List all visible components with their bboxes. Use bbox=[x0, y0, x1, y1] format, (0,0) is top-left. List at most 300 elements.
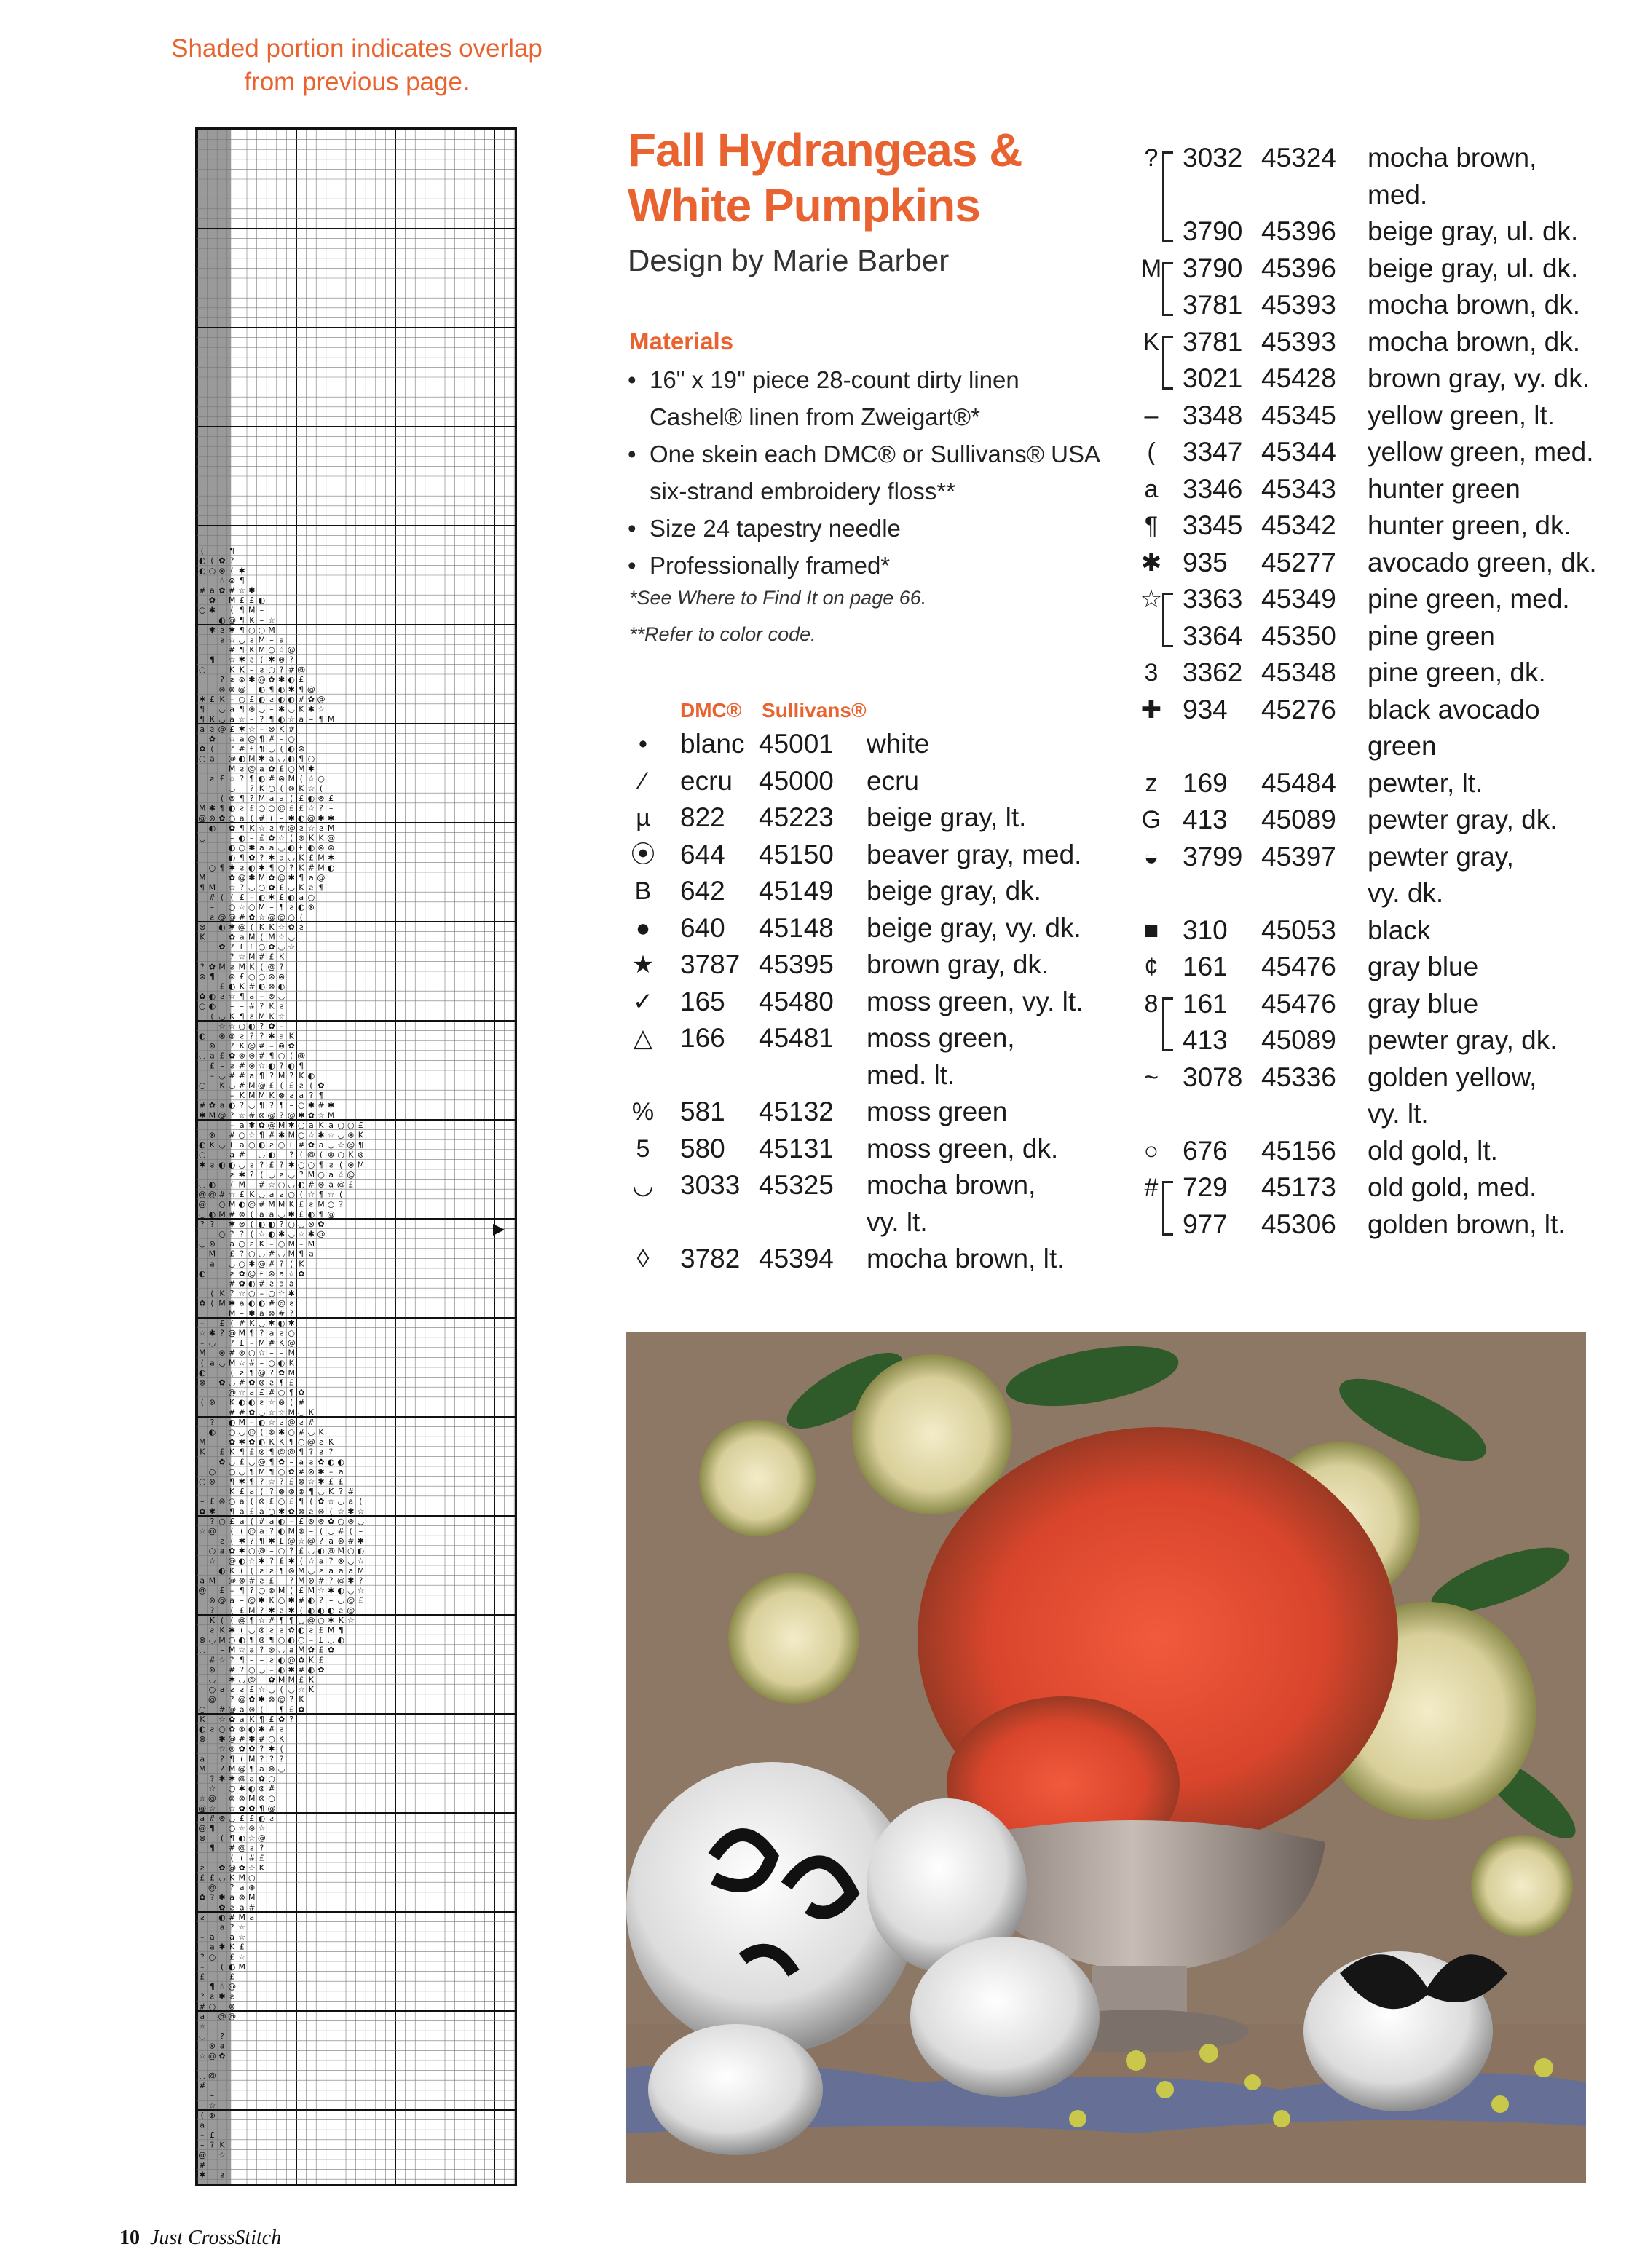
svg-text:◡: ◡ bbox=[238, 635, 246, 645]
svg-text:○: ○ bbox=[208, 1546, 216, 1556]
key-color-name: moss green, bbox=[867, 1023, 1015, 1053]
svg-text:✱: ✱ bbox=[248, 1734, 256, 1745]
svg-text:ƨ: ƨ bbox=[210, 1724, 215, 1734]
svg-text:?: ? bbox=[220, 1754, 224, 1764]
svg-text:○: ○ bbox=[337, 1120, 345, 1130]
key-color-name: yellow green, lt. bbox=[1368, 400, 1555, 430]
svg-text:?: ? bbox=[249, 794, 254, 804]
svg-text:◐: ◐ bbox=[327, 1457, 335, 1467]
svg-text:@: @ bbox=[237, 872, 246, 882]
svg-text:✱: ✱ bbox=[258, 1595, 266, 1605]
svg-text:M: M bbox=[248, 1080, 256, 1091]
svg-text:☆: ☆ bbox=[198, 1328, 206, 1338]
svg-text:ƨ: ƨ bbox=[249, 1843, 254, 1853]
svg-text:¶: ¶ bbox=[299, 872, 304, 882]
svg-text:○: ○ bbox=[268, 665, 275, 675]
svg-text:○: ○ bbox=[307, 1160, 315, 1170]
svg-text:@: @ bbox=[198, 1586, 207, 1596]
svg-text:K: K bbox=[249, 962, 255, 972]
svg-text:✱: ✱ bbox=[288, 1595, 295, 1605]
materials-item-line: six-strand embroidery floss** bbox=[650, 478, 955, 505]
svg-text:⊗: ⊗ bbox=[218, 1813, 226, 1823]
key-color-name: black avocado bbox=[1368, 694, 1540, 724]
svg-text:£: £ bbox=[318, 1645, 324, 1655]
svg-text:@: @ bbox=[277, 803, 286, 813]
svg-text:(: ( bbox=[349, 1526, 352, 1536]
cross-stitch-chart bbox=[195, 127, 517, 2186]
svg-text:K: K bbox=[249, 1714, 255, 1724]
svg-text:?: ? bbox=[259, 714, 264, 724]
svg-text:(: ( bbox=[269, 813, 274, 823]
svg-text:◡: ◡ bbox=[228, 1378, 236, 1388]
key-symbol: ◒ bbox=[1143, 842, 1159, 871]
svg-text:⊗: ⊗ bbox=[228, 2002, 236, 2012]
svg-text:(: ( bbox=[290, 1051, 293, 1061]
svg-text:○: ○ bbox=[238, 1021, 246, 1031]
svg-text:a: a bbox=[200, 1813, 205, 1823]
svg-text:☆: ☆ bbox=[297, 1685, 305, 1695]
materials-note-1: *See Where to Find It on page 66. bbox=[629, 587, 927, 609]
svg-text:✱: ✱ bbox=[248, 843, 256, 853]
svg-text:–: – bbox=[269, 1546, 274, 1556]
svg-text:○: ○ bbox=[268, 1289, 275, 1299]
key-sullivans-number: 45223 bbox=[759, 802, 834, 832]
key-header-dmc: DMC® bbox=[680, 699, 742, 722]
svg-text:@: @ bbox=[297, 665, 306, 675]
svg-text:#: # bbox=[228, 1843, 236, 1853]
svg-text:–: – bbox=[220, 1150, 224, 1160]
svg-text:ƨ: ƨ bbox=[229, 1991, 234, 2002]
svg-text:(: ( bbox=[240, 1625, 244, 1635]
svg-text:#: # bbox=[307, 1417, 315, 1427]
key-dmc-number: 3799 bbox=[1183, 841, 1243, 872]
key-dmc-number: 161 bbox=[1183, 988, 1228, 1019]
svg-text:◡: ◡ bbox=[208, 1635, 216, 1645]
svg-text:–: – bbox=[210, 902, 215, 912]
svg-text:✿: ✿ bbox=[228, 1051, 236, 1061]
svg-text:◐: ◐ bbox=[258, 1219, 266, 1229]
svg-text:○: ○ bbox=[248, 902, 256, 912]
svg-text:○: ○ bbox=[268, 783, 275, 794]
svg-text:(: ( bbox=[240, 1565, 244, 1576]
svg-text:?: ? bbox=[229, 1229, 234, 1239]
svg-text:⊗: ⊗ bbox=[218, 1031, 226, 1041]
svg-text:£: £ bbox=[200, 1873, 205, 1883]
svg-text:◐: ◐ bbox=[317, 1605, 325, 1616]
svg-text:☆: ☆ bbox=[228, 1021, 236, 1031]
svg-text:#: # bbox=[298, 1427, 305, 1437]
svg-text:✱: ✱ bbox=[268, 1605, 275, 1616]
svg-text:@: @ bbox=[228, 754, 237, 764]
svg-text:○: ○ bbox=[277, 1388, 285, 1398]
svg-text:✱: ✱ bbox=[288, 1318, 295, 1328]
svg-text:¶: ¶ bbox=[249, 1763, 255, 1774]
svg-text:M: M bbox=[199, 803, 206, 813]
svg-text:○: ○ bbox=[218, 1199, 226, 1209]
key-sullivans-number: 45306 bbox=[1261, 1209, 1336, 1239]
svg-text:–: – bbox=[240, 783, 244, 794]
svg-text:⊗: ⊗ bbox=[317, 1516, 325, 1526]
svg-text:–: – bbox=[259, 1358, 264, 1368]
svg-text:○: ○ bbox=[297, 1437, 305, 1447]
svg-text:K: K bbox=[239, 1091, 245, 1101]
svg-text:⊗: ⊗ bbox=[208, 1664, 216, 1675]
svg-text:◐: ◐ bbox=[277, 1516, 285, 1526]
svg-text:○: ○ bbox=[228, 1466, 236, 1477]
svg-text:◡: ◡ bbox=[327, 1635, 335, 1645]
page-title bbox=[628, 122, 1094, 233]
svg-text:¶: ¶ bbox=[259, 1803, 264, 1814]
svg-text:○: ○ bbox=[258, 942, 266, 952]
svg-text:@: @ bbox=[248, 734, 256, 744]
magazine-name: Just CrossStitch bbox=[150, 2226, 282, 2249]
svg-text:K: K bbox=[308, 1655, 315, 1665]
svg-text:K: K bbox=[278, 724, 285, 734]
svg-text:@: @ bbox=[248, 1675, 256, 1685]
svg-text:◡: ◡ bbox=[297, 1219, 305, 1229]
svg-text:✱: ✱ bbox=[208, 625, 216, 635]
svg-text:#: # bbox=[228, 1070, 236, 1080]
svg-text:ƨ: ƨ bbox=[240, 863, 245, 873]
svg-text:¶: ¶ bbox=[239, 853, 245, 863]
svg-text:⊗: ⊗ bbox=[277, 773, 285, 783]
svg-text:£: £ bbox=[279, 764, 285, 774]
svg-text:✿: ✿ bbox=[298, 1268, 305, 1279]
svg-text:◡: ◡ bbox=[268, 1169, 275, 1180]
svg-text:✿: ✿ bbox=[268, 764, 275, 774]
svg-text:✿: ✿ bbox=[288, 922, 295, 932]
svg-text:⊗: ⊗ bbox=[238, 1576, 245, 1586]
key-sullivans-number: 45349 bbox=[1261, 584, 1336, 614]
svg-text:○: ○ bbox=[258, 625, 266, 635]
svg-text:◡: ◡ bbox=[327, 1140, 335, 1150]
svg-text:☆: ☆ bbox=[277, 932, 285, 942]
svg-text:☆: ☆ bbox=[327, 1190, 335, 1200]
svg-text:?: ? bbox=[339, 1487, 344, 1497]
svg-text:a: a bbox=[249, 1487, 255, 1497]
svg-text:?: ? bbox=[328, 1576, 334, 1586]
svg-text:○: ○ bbox=[337, 1516, 345, 1526]
svg-text:ƨ: ƨ bbox=[299, 1417, 304, 1427]
svg-text:✿: ✿ bbox=[317, 1219, 325, 1229]
key-sullivans-number: 45001 bbox=[759, 729, 834, 759]
svg-text:?: ? bbox=[299, 1169, 304, 1180]
svg-text:ƨ: ƨ bbox=[240, 1367, 245, 1378]
svg-text:#: # bbox=[258, 1041, 266, 1051]
svg-text:a: a bbox=[249, 992, 255, 1002]
svg-text:£: £ bbox=[209, 1873, 215, 1883]
svg-text:#: # bbox=[238, 1318, 245, 1328]
svg-text:#: # bbox=[199, 2002, 206, 2012]
svg-text:–: – bbox=[269, 635, 274, 645]
svg-text:K: K bbox=[239, 1041, 245, 1051]
svg-text:○: ○ bbox=[307, 754, 315, 764]
svg-text:✱: ✱ bbox=[199, 1160, 206, 1170]
svg-text:ƨ: ƨ bbox=[229, 1169, 234, 1180]
svg-text:☆: ☆ bbox=[238, 1932, 246, 1943]
svg-text:M: M bbox=[228, 1308, 236, 1319]
svg-text:?: ? bbox=[200, 1991, 205, 2002]
svg-text:☆: ☆ bbox=[277, 1011, 285, 1022]
svg-text:☆: ☆ bbox=[327, 1130, 335, 1140]
svg-text:(: ( bbox=[230, 566, 234, 576]
svg-text:–: – bbox=[229, 833, 234, 843]
svg-text:M: M bbox=[357, 1565, 365, 1576]
svg-text:○: ○ bbox=[268, 1793, 275, 1803]
svg-text:–: – bbox=[250, 893, 254, 903]
svg-text:✿: ✿ bbox=[199, 744, 206, 754]
svg-text:☆: ☆ bbox=[228, 1190, 236, 1200]
svg-text:?: ? bbox=[279, 1754, 284, 1764]
key-dmc-number: 413 bbox=[1183, 1025, 1228, 1055]
key-color-name: moss green, vy. lt. bbox=[867, 986, 1084, 1016]
svg-text:–: – bbox=[289, 1457, 293, 1467]
svg-text:¶: ¶ bbox=[229, 1833, 235, 1844]
svg-text:○: ○ bbox=[288, 734, 296, 744]
svg-text:£: £ bbox=[249, 942, 255, 952]
key-symbol: ✚ bbox=[1140, 695, 1162, 724]
svg-text:◐: ◐ bbox=[208, 1180, 216, 1190]
svg-text:?: ? bbox=[259, 1328, 264, 1338]
svg-text:?: ? bbox=[259, 1645, 264, 1655]
svg-text:⊗: ⊗ bbox=[258, 1784, 266, 1794]
svg-text:⊗: ⊗ bbox=[288, 1487, 295, 1497]
svg-text:✱: ✱ bbox=[268, 1318, 275, 1328]
svg-text:☆: ☆ bbox=[238, 1388, 246, 1398]
key-sullivans-number: 45150 bbox=[759, 839, 834, 869]
key-dmc-number: 3782 bbox=[680, 1244, 741, 1273]
svg-text:a: a bbox=[288, 1279, 294, 1289]
svg-text:☆: ☆ bbox=[238, 1823, 246, 1833]
svg-text:◐: ◐ bbox=[198, 556, 206, 566]
svg-text:a: a bbox=[239, 1496, 245, 1506]
svg-text:(: ( bbox=[280, 744, 283, 754]
svg-text:–: – bbox=[349, 1477, 353, 1487]
key-color-name: green bbox=[1368, 731, 1437, 761]
svg-text:◐: ◐ bbox=[297, 1180, 305, 1190]
svg-text:☆: ☆ bbox=[218, 1021, 226, 1031]
key-symbol: B bbox=[634, 877, 652, 905]
svg-text:☆: ☆ bbox=[248, 1833, 256, 1844]
svg-text:@: @ bbox=[277, 872, 286, 882]
key-sullivans-number: 45393 bbox=[1261, 326, 1336, 357]
svg-text:◡: ◡ bbox=[248, 882, 256, 893]
svg-text:¶: ¶ bbox=[239, 575, 245, 585]
svg-text:◡: ◡ bbox=[288, 882, 296, 893]
svg-text:◡: ◡ bbox=[288, 1229, 296, 1239]
svg-text:–: – bbox=[259, 605, 264, 615]
key-color-name: pine green, med. bbox=[1368, 584, 1570, 614]
svg-text:✱: ✱ bbox=[258, 1556, 266, 1566]
svg-text:☆: ☆ bbox=[238, 1645, 246, 1655]
svg-text:a: a bbox=[318, 1140, 324, 1150]
svg-text:£: £ bbox=[318, 1625, 324, 1635]
svg-text:◐: ◐ bbox=[268, 1061, 275, 1071]
svg-text:M: M bbox=[218, 1209, 226, 1220]
svg-text:¶: ¶ bbox=[239, 1011, 245, 1022]
svg-text:⊗: ⊗ bbox=[258, 1793, 266, 1803]
svg-text:ƨ: ƨ bbox=[229, 1268, 234, 1279]
svg-text:○: ○ bbox=[268, 803, 275, 813]
svg-text:#: # bbox=[238, 1080, 245, 1091]
svg-text:@: @ bbox=[287, 1447, 296, 1457]
svg-text:✿: ✿ bbox=[228, 1437, 236, 1447]
svg-text:@: @ bbox=[218, 912, 226, 922]
key-symbol: ¶ bbox=[1144, 512, 1159, 540]
svg-text:K: K bbox=[229, 1873, 235, 1883]
svg-text:M: M bbox=[277, 1675, 285, 1685]
svg-text:¶: ¶ bbox=[279, 1615, 285, 1625]
svg-text:○: ○ bbox=[288, 764, 296, 774]
svg-text:@: @ bbox=[287, 1110, 296, 1121]
svg-text:○: ○ bbox=[297, 1635, 305, 1645]
svg-text:✿: ✿ bbox=[268, 1675, 275, 1685]
svg-text:–: – bbox=[200, 2140, 205, 2150]
svg-text:✿: ✿ bbox=[317, 1496, 325, 1506]
key-sullivans-number: 45173 bbox=[1261, 1172, 1336, 1202]
key-sullivans-number: 45393 bbox=[1261, 290, 1336, 320]
svg-text:£: £ bbox=[229, 1972, 235, 1982]
svg-text:#: # bbox=[228, 1130, 236, 1140]
svg-text:@: @ bbox=[237, 1694, 246, 1704]
svg-text:#: # bbox=[248, 1902, 256, 1913]
svg-text:£: £ bbox=[259, 1388, 264, 1398]
svg-text:◡: ◡ bbox=[337, 1130, 345, 1140]
svg-text:◐: ◐ bbox=[277, 981, 285, 992]
svg-text:○: ○ bbox=[268, 1506, 275, 1517]
svg-text:¶: ¶ bbox=[209, 1843, 215, 1853]
svg-text:–: – bbox=[250, 714, 254, 724]
svg-text:?: ? bbox=[229, 1694, 234, 1704]
svg-text:◐: ◐ bbox=[277, 1526, 285, 1536]
materials-item bbox=[623, 547, 1104, 584]
key-color-name: beige gray, ul. dk. bbox=[1368, 253, 1579, 283]
svg-text:#: # bbox=[277, 1308, 285, 1319]
svg-text:◡: ◡ bbox=[198, 2071, 206, 2081]
svg-text:◡: ◡ bbox=[258, 1318, 266, 1328]
svg-text:?: ? bbox=[210, 2140, 215, 2150]
key-sullivans-number: 45131 bbox=[759, 1133, 834, 1163]
svg-text:⊗: ⊗ bbox=[337, 1556, 344, 1566]
svg-text:M: M bbox=[327, 1625, 335, 1635]
svg-text:–: – bbox=[229, 1001, 234, 1011]
svg-text:–: – bbox=[259, 992, 264, 1002]
svg-text:○: ○ bbox=[277, 1466, 285, 1477]
key-symbol: ( bbox=[1147, 438, 1156, 466]
svg-text:⊗: ⊗ bbox=[347, 1160, 355, 1170]
svg-text:◐: ◐ bbox=[288, 843, 296, 853]
key-symbol: △ bbox=[633, 1024, 653, 1052]
svg-text:○: ○ bbox=[268, 1734, 275, 1745]
svg-text:a: a bbox=[269, 1516, 275, 1526]
svg-text:(: ( bbox=[250, 922, 253, 932]
svg-text:◐: ◐ bbox=[218, 615, 226, 625]
svg-text:(: ( bbox=[299, 1190, 303, 1200]
svg-text:?: ? bbox=[289, 1070, 294, 1080]
svg-text:#: # bbox=[248, 1110, 256, 1121]
svg-text:✿: ✿ bbox=[307, 1140, 315, 1150]
svg-text:£: £ bbox=[239, 1487, 245, 1497]
svg-text:#: # bbox=[228, 1348, 236, 1358]
svg-text:◐: ◐ bbox=[218, 1160, 226, 1170]
key-color-name: vy. lt. bbox=[1368, 1099, 1429, 1129]
svg-text:◐: ◐ bbox=[357, 1546, 365, 1556]
svg-text:£: £ bbox=[279, 893, 285, 903]
svg-text:@: @ bbox=[237, 1763, 246, 1774]
svg-text:K: K bbox=[288, 1358, 294, 1368]
svg-text:⊗: ⊗ bbox=[268, 1427, 275, 1437]
svg-text:◐: ◐ bbox=[277, 1664, 285, 1675]
svg-text:K: K bbox=[358, 1130, 364, 1140]
svg-text:@: @ bbox=[327, 1546, 336, 1556]
svg-text:#: # bbox=[317, 1100, 325, 1110]
svg-text:☆: ☆ bbox=[268, 615, 275, 625]
svg-text:☆: ☆ bbox=[228, 992, 236, 1002]
svg-text:✱: ✱ bbox=[327, 1100, 335, 1110]
svg-text:(: ( bbox=[210, 1298, 214, 1308]
svg-text:@: @ bbox=[228, 1576, 237, 1586]
svg-text:#: # bbox=[218, 1190, 226, 1200]
svg-text:✱: ✱ bbox=[248, 1259, 256, 1269]
svg-text:£: £ bbox=[209, 1061, 215, 1071]
svg-text:#: # bbox=[268, 1130, 275, 1140]
svg-text:(: ( bbox=[200, 1397, 204, 1407]
svg-text:☆: ☆ bbox=[307, 783, 315, 794]
svg-text:a: a bbox=[200, 2120, 205, 2130]
svg-text:✱: ✱ bbox=[228, 1298, 236, 1308]
svg-text:☆: ☆ bbox=[218, 1714, 226, 1724]
svg-text:✱: ✱ bbox=[248, 872, 256, 882]
key-dmc-number: 676 bbox=[1183, 1135, 1228, 1166]
svg-text:M: M bbox=[268, 625, 275, 635]
svg-text:#: # bbox=[277, 823, 285, 833]
svg-text:✱: ✱ bbox=[208, 605, 216, 615]
svg-text:(: ( bbox=[260, 932, 264, 942]
photo-illustration bbox=[626, 1332, 1586, 2183]
key-blend-bracket bbox=[1162, 593, 1173, 647]
svg-text:?: ? bbox=[289, 1308, 294, 1319]
svg-text:£: £ bbox=[348, 1180, 354, 1190]
svg-text:ƨ: ƨ bbox=[279, 1625, 284, 1635]
svg-text:#: # bbox=[218, 1704, 226, 1715]
svg-text:?: ? bbox=[249, 783, 254, 794]
svg-text:ƨ: ƨ bbox=[269, 1378, 274, 1388]
svg-text:☆: ☆ bbox=[248, 1130, 256, 1140]
svg-text:#: # bbox=[258, 952, 266, 962]
svg-text:a: a bbox=[348, 1565, 354, 1576]
svg-text:○: ○ bbox=[198, 754, 206, 764]
svg-text:#: # bbox=[298, 1664, 305, 1675]
svg-text:(: ( bbox=[230, 1526, 234, 1536]
svg-text:£: £ bbox=[299, 674, 304, 684]
svg-text:£: £ bbox=[209, 695, 215, 705]
svg-text:◐: ◐ bbox=[337, 1586, 345, 1596]
svg-text:#: # bbox=[317, 1576, 325, 1586]
svg-text:K: K bbox=[299, 704, 304, 714]
svg-text:ƨ: ƨ bbox=[259, 1576, 264, 1586]
svg-text:✿: ✿ bbox=[248, 1803, 256, 1814]
svg-text:⊗: ⊗ bbox=[248, 1061, 256, 1071]
svg-text:@: @ bbox=[228, 912, 237, 922]
svg-text:–: – bbox=[210, 1080, 215, 1091]
svg-text:£: £ bbox=[259, 1268, 264, 1279]
key-color-name: beige gray, vy. dk. bbox=[867, 912, 1081, 943]
svg-text:#: # bbox=[208, 893, 216, 903]
svg-text:ƨ: ƨ bbox=[319, 1437, 323, 1447]
key-color-name: brown gray, vy. dk. bbox=[1368, 363, 1590, 393]
svg-text:a: a bbox=[239, 932, 245, 942]
svg-text:?: ? bbox=[229, 1655, 234, 1665]
